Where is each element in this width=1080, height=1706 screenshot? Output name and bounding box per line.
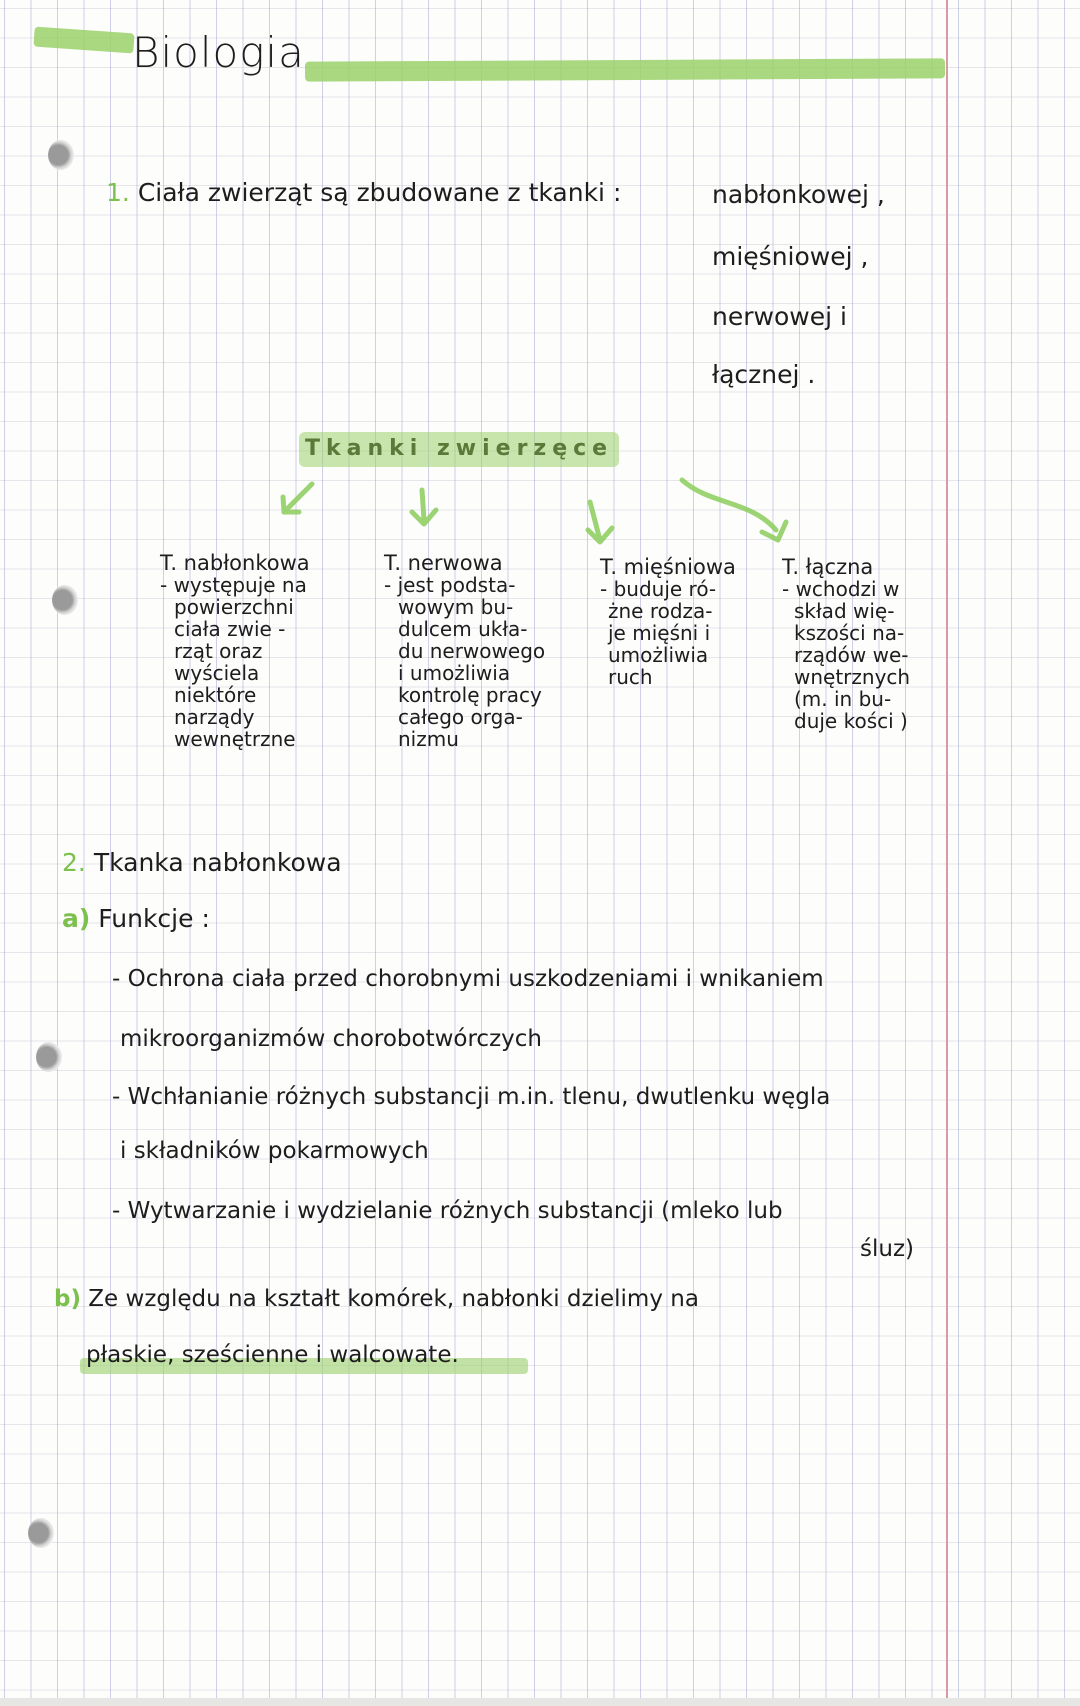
column-line: - wchodzi w <box>782 577 900 601</box>
arrow-to-miesniowa-icon <box>588 502 612 542</box>
column-nerwowa <box>384 552 545 750</box>
column-heading: T. nerwowa <box>384 551 503 575</box>
column-line: dulcem ukła- <box>398 617 528 641</box>
punch-hole-3 <box>36 1042 62 1072</box>
column-line: powierzchni <box>174 595 294 619</box>
bullet-line: mikroorganizmów chorobotwórczych <box>120 1026 542 1052</box>
column-line: umożliwia <box>608 643 709 667</box>
column-nablonkowa <box>160 552 310 750</box>
part-b-line2: płaskie, sześcienne i walcowate. <box>86 1342 459 1368</box>
part-a-heading <box>62 904 210 933</box>
column-line: duje kości ) <box>794 709 908 733</box>
arrow-to-nerwowa-icon <box>412 490 436 524</box>
column-line: niektóre <box>174 683 257 707</box>
arrow-to-nablonkowa-icon <box>283 484 312 512</box>
section-1-intro: Ciała zwierząt są zbudowane z tkanki : <box>137 178 622 207</box>
column-line: ruch <box>608 665 653 689</box>
column-line: i umożliwia <box>398 661 511 685</box>
bullet-line: i składników pokarmowych <box>120 1138 429 1164</box>
column-line: wnętrznych <box>794 665 911 689</box>
section-2-heading <box>62 848 342 877</box>
column-heading: T. mięśniowa <box>600 555 736 579</box>
column-line: ciała zwie - <box>174 617 286 641</box>
punch-hole-2 <box>52 585 78 615</box>
column-laczna <box>782 556 910 732</box>
column-line: - jest podsta- <box>384 573 516 597</box>
part-b-line1: Ze względu na kształt komórek, nabłonki dzielimy na <box>88 1286 699 1312</box>
column-line: (m. in bu- <box>794 687 892 711</box>
part-a-title: Funkcje : <box>98 904 210 933</box>
column-heading: T. łączna <box>782 555 874 579</box>
column-line: wyściela <box>174 661 260 685</box>
column-line: skład wię- <box>794 599 895 623</box>
arrow-to-laczna-icon <box>682 480 786 540</box>
page-title: Biologia <box>132 28 305 77</box>
column-line: je mięśni i <box>608 621 711 645</box>
tissue-item: łącznej . <box>712 360 816 389</box>
column-line: wewnętrzne <box>174 727 296 751</box>
column-line: kontrolę pracy <box>398 683 542 707</box>
column-miesniowa <box>600 556 736 688</box>
column-line: - buduje ró- <box>600 577 717 601</box>
bullet-line: śluz) <box>860 1236 914 1262</box>
tissue-item: mięśniowej , <box>712 242 869 271</box>
column-line: narządy <box>174 705 255 729</box>
diagram-title <box>305 436 613 461</box>
part-b <box>54 1286 699 1312</box>
column-line: - występuje na <box>160 573 307 597</box>
column-line: nizmu <box>398 727 459 751</box>
part-b-label: b) <box>54 1286 81 1312</box>
bullet-line: - Ochrona ciała przed chorobnymi uszkodzeniami i wnikaniem <box>112 966 824 992</box>
diagram-title-text: Tkanki zwierzęce <box>305 436 614 461</box>
column-line: całego orga- <box>398 705 523 729</box>
column-line: kszości na- <box>794 621 905 645</box>
diagram-arrows <box>0 0 1080 560</box>
column-line: du nerwowego <box>398 639 546 663</box>
punch-hole-4 <box>28 1518 54 1548</box>
tissue-item: nerwowej i <box>712 302 847 331</box>
column-line: rządów we- <box>794 643 909 667</box>
part-a-label: a) <box>62 904 91 933</box>
section-2-title: Tkanka nabłonkowa <box>93 848 342 877</box>
column-heading: T. nabłonkowa <box>160 551 310 575</box>
bullet-line: - Wytwarzanie i wydzielanie różnych substancji (mleko lub <box>112 1198 783 1224</box>
column-line: wowym bu- <box>398 595 514 619</box>
section-1-number: 1. <box>106 178 130 207</box>
tissue-item: nabłonkowej , <box>712 180 885 209</box>
column-line: rząt oraz <box>174 639 263 663</box>
column-line: żne rodza- <box>608 599 713 623</box>
paper-edge <box>0 1698 1080 1706</box>
bullet-line: - Wchłanianie różnych substancji m.in. tlenu, dwutlenku węgla <box>112 1084 831 1110</box>
section-2-number: 2. <box>62 848 86 877</box>
